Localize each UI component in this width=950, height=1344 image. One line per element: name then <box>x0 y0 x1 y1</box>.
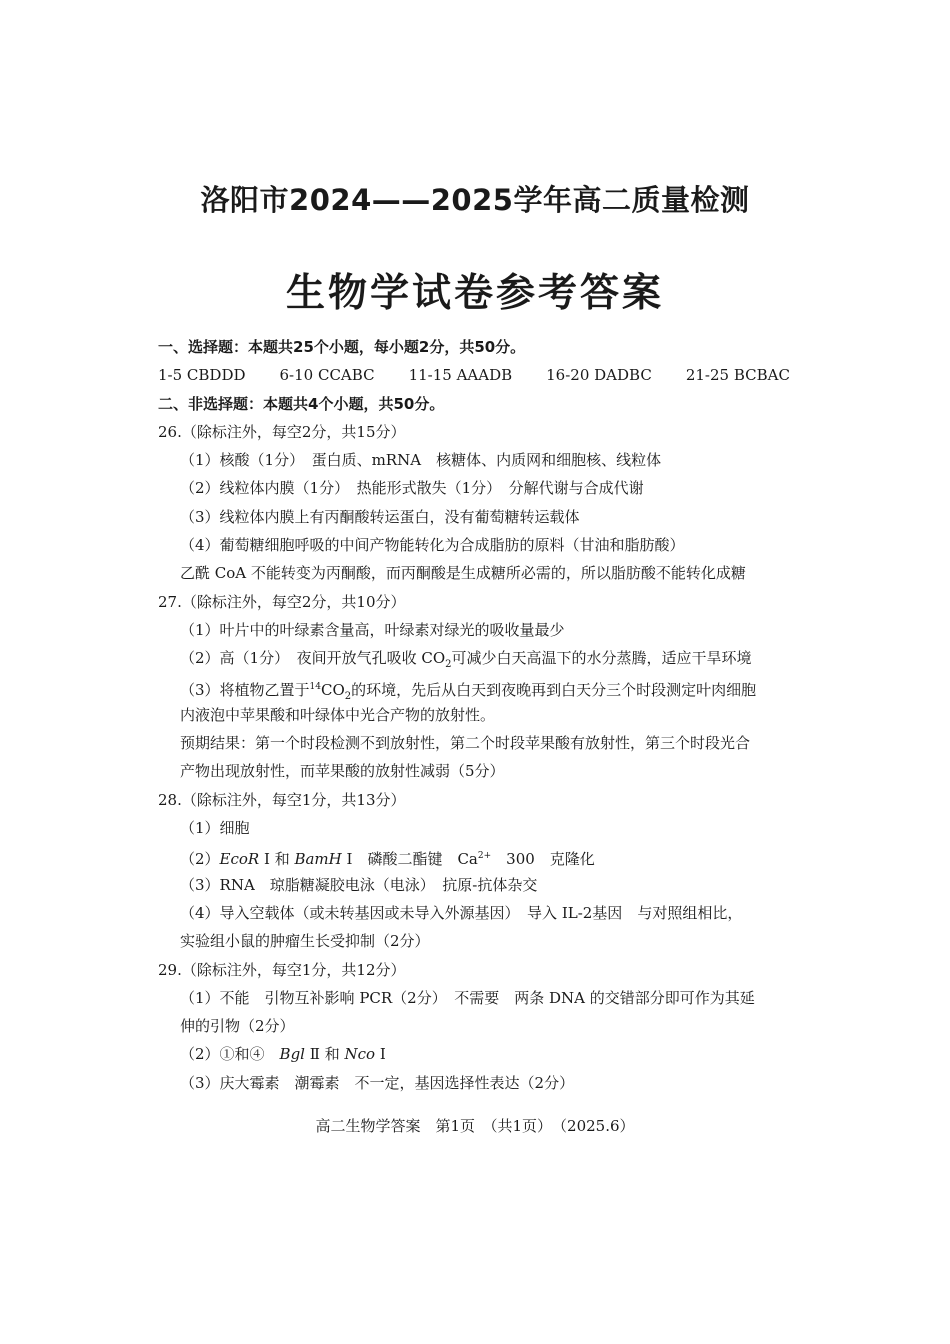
section2-heading: 二、非选择题：本题共4个小题，共50分。 <box>158 394 445 413</box>
answer-group: 1-5 CBDDD <box>158 366 246 385</box>
q28-line: （4）导入空载体（或未转基因或未导入外源基因） 导入 IL-2基因 与对照组相比， <box>180 903 743 922</box>
answer-group: 11-15 AAADB <box>408 366 513 385</box>
q27-line: （1）叶片中的叶绿素含量高，叶绿素对绿光的吸收量最少 <box>180 620 565 639</box>
q27-line: 内液泡中苹果酸和叶绿体中光合产物的放射性。 <box>180 705 496 724</box>
q29-line: （3）庆大霉素 潮霉素 不一定，基因选择性表达（2分） <box>180 1073 575 1092</box>
q28-line: （3）RNA 琼脂糖凝胶电泳（电泳） 抗原-抗体杂交 <box>180 875 538 894</box>
section1-heading: 一、选择题：本题共25个小题，每小题2分，共50分。 <box>158 338 526 356</box>
page-title: 洛阳市2024——2025学年高二质量检测 <box>200 183 750 217</box>
q26-line: 乙酰 CoA 不能转变为丙酮酸，而丙酮酸是生成糖所必需的，所以脂肪酸不能转化成糖 <box>180 564 746 583</box>
q26-line: （3）线粒体内膜上有丙酮酸转运蛋白，没有葡萄糖转运载体 <box>180 507 580 526</box>
q28-line: 实验组小鼠的肿瘤生长受抑制（2分） <box>180 932 430 951</box>
q26-header: 26.（除标注外，每空2分，共15分） <box>158 422 406 441</box>
q28-line: （1）细胞 <box>180 819 250 838</box>
answer-content <box>158 333 798 1097</box>
q27-line: （2）高（1分） 夜间开放气孔吸收 $CO_2$可减少白天高温下的水分蒸腾，适应干旱环境 <box>180 649 752 671</box>
q26-line: （2）线粒体内膜（1分） 热能形式散失（1分） 分解代谢与合成代谢 <box>180 479 644 498</box>
q29-line: 伸的引物（2分） <box>180 1017 295 1036</box>
page-subtitle: 生物学试卷参考答案 <box>285 271 664 316</box>
page-footer: 高二生物学答案 第1页 （共1页） （2025.6） <box>315 1117 635 1135</box>
q27-line: 产物出现放射性，而苹果酸的放射性减弱（5分） <box>180 762 505 781</box>
q28-line: （2）EcoR Ⅰ 和 BamH Ⅰ 磷酸二酯键 $Ca^{2+}$ 300 克隆化 <box>180 850 595 869</box>
q26-line: （4）葡萄糖细胞呼吸的中间产物能转化为合成脂肪的原料（甘油和脂肪酸） <box>180 536 685 555</box>
q29-line: （2）①和④ Bgl Ⅱ 和 Nco Ⅰ <box>180 1045 386 1064</box>
answer-group: 6-10 CCABC <box>279 366 375 385</box>
q26-line: （1）核酸（1分） 蛋白质、mRNA 核糖体、内质网和细胞核、线粒体 <box>180 451 662 470</box>
q27-line: （3）将植物乙置于$^{14}CO_2$的环境，先后从白天到夜晚再到白天分三个时段测定叶肉细胞 <box>180 680 757 702</box>
choice-answers <box>158 361 798 389</box>
q29-header: 29.（除标注外，每空1分，共12分） <box>158 960 406 979</box>
answer-group: 16-20 DADBC <box>546 366 652 385</box>
q27-line: 预期结果：第一个时段检测不到放射性，第二个时段苹果酸有放射性，第三个时段光合 <box>180 734 751 753</box>
q29-line: （1）不能 引物互补影响 PCR（2分） 不需要 两条 DNA 的交错部分即可作为其延 <box>180 988 755 1007</box>
q27-header: 27.（除标注外，每空2分，共10分） <box>158 592 406 611</box>
q28-header: 28.（除标注外，每空1分，共13分） <box>158 790 406 809</box>
answer-group: 21-25 BCBAC <box>685 366 790 385</box>
